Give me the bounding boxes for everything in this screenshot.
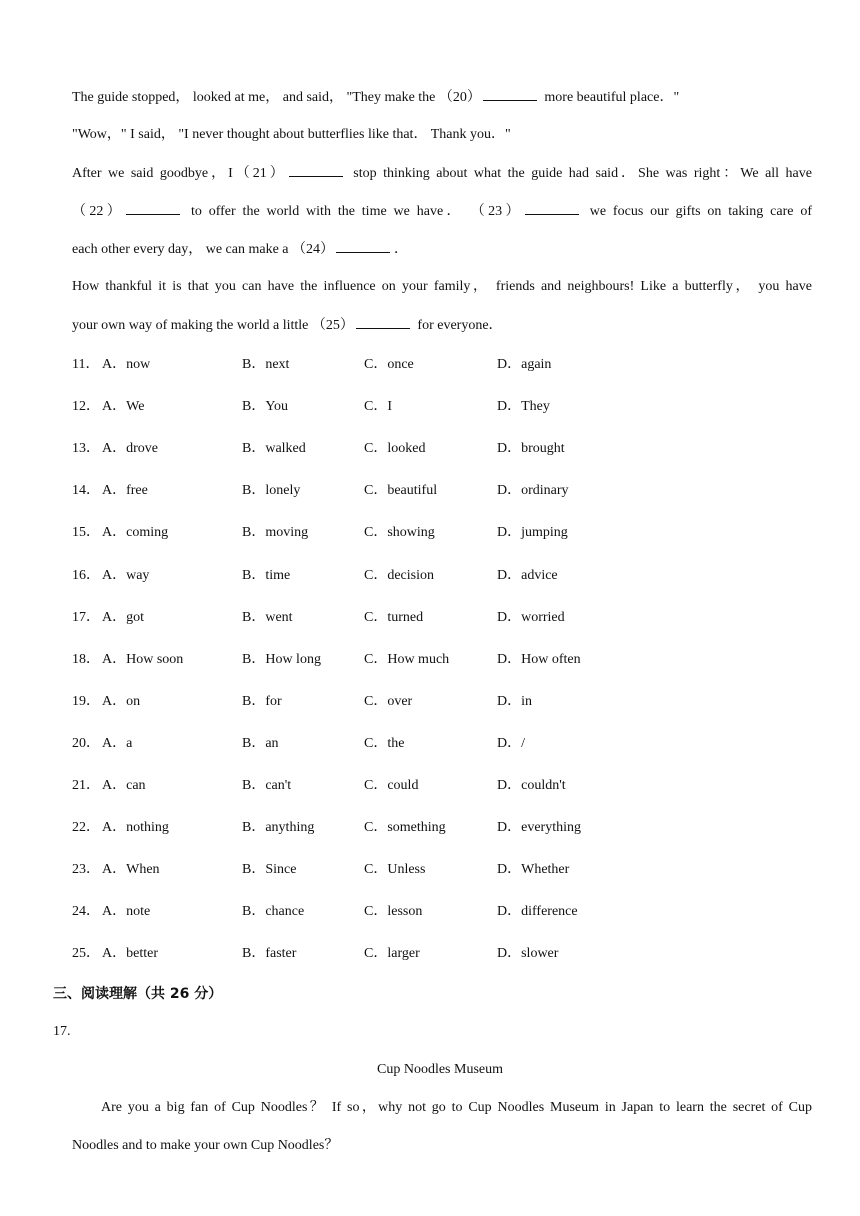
option-a: A．We bbox=[102, 399, 145, 415]
option-d: D．worried bbox=[497, 609, 565, 625]
option-d: D．ordinary bbox=[497, 483, 569, 499]
question-row bbox=[72, 398, 672, 416]
option-a: A．better bbox=[102, 946, 158, 962]
blank-22 bbox=[126, 202, 180, 215]
option-d: D．difference bbox=[497, 904, 578, 920]
option-c: C．something bbox=[364, 820, 446, 836]
option-c: C．decision bbox=[364, 567, 434, 583]
option-b: B．anything bbox=[242, 820, 315, 836]
option-d: D．advice bbox=[497, 567, 558, 583]
option-a: A．a bbox=[102, 735, 133, 751]
passage-line-6: How thankful it is that you can have the influence on your family， friends and neighbours! Like a butterfly， you have bbox=[72, 279, 812, 294]
article-title: Cup Noodles Museum bbox=[377, 1062, 503, 1077]
option-c: C．lesson bbox=[364, 904, 423, 920]
option-c: C．could bbox=[364, 778, 419, 793]
blank-21 bbox=[289, 164, 343, 177]
blank-23 bbox=[525, 202, 579, 215]
option-b: B．You bbox=[242, 399, 289, 415]
option-d: D．couldn't bbox=[497, 778, 566, 793]
option-a: A．note bbox=[102, 904, 151, 920]
question-row bbox=[72, 735, 672, 753]
question-number: 12． bbox=[72, 399, 100, 415]
passage-line-5: each other every day， we can make a （24） ． bbox=[72, 242, 408, 257]
question-row bbox=[72, 903, 672, 921]
question-row bbox=[72, 777, 672, 795]
question-number: 15． bbox=[72, 525, 100, 541]
option-b: B．Since bbox=[242, 862, 297, 878]
question-number: 25． bbox=[72, 946, 100, 962]
passage-line-1: The guide stopped， looked at me， and said， "They make the （20） more beautiful place．" bbox=[72, 90, 680, 105]
option-a: A．nothing bbox=[102, 820, 169, 836]
option-d: D．brought bbox=[497, 441, 565, 457]
option-b: B．chance bbox=[242, 904, 305, 920]
option-c: C．turned bbox=[364, 609, 424, 625]
option-d: D．in bbox=[497, 693, 532, 709]
option-c: C．Unless bbox=[364, 862, 426, 878]
option-c: C．How much bbox=[364, 651, 450, 667]
question-row bbox=[72, 693, 672, 711]
section-title: 三、阅读理解（共 26 分） bbox=[53, 986, 223, 1002]
question-number: 17． bbox=[72, 609, 100, 625]
option-a: A．When bbox=[102, 862, 160, 878]
article-paragraph-line-2: Noodles and to make your own Cup Noodles？ bbox=[72, 1138, 339, 1153]
option-a: A．way bbox=[102, 567, 150, 583]
option-b: B．faster bbox=[242, 946, 297, 962]
question-number: 18． bbox=[72, 651, 100, 667]
question-number: 24． bbox=[72, 904, 100, 920]
question-number: 13． bbox=[72, 441, 100, 457]
question-row bbox=[72, 945, 672, 963]
option-c: C．larger bbox=[364, 946, 420, 962]
option-d: D．How often bbox=[497, 651, 581, 667]
question-number: 23． bbox=[72, 862, 100, 878]
option-b: B．lonely bbox=[242, 483, 301, 499]
question-row bbox=[72, 524, 672, 542]
option-b: B．walked bbox=[242, 441, 306, 457]
question-row bbox=[72, 651, 672, 669]
article-paragraph-line-1: Are you a big fan of Cup Noodles？ If so，why not go to Cup Noodles Museum in Japan to learn the secret of Cup bbox=[101, 1100, 812, 1115]
passage-line-4: （22） to offer the world with the time we have． （23） we focus our gifts on taking care of bbox=[72, 204, 812, 219]
option-a: A．coming bbox=[102, 525, 169, 541]
option-b: B．time bbox=[242, 567, 291, 583]
option-c: C．over bbox=[364, 693, 413, 709]
option-a: A．can bbox=[102, 778, 146, 793]
blank-25 bbox=[356, 316, 410, 329]
option-c: C．once bbox=[364, 357, 414, 372]
option-a: A．drove bbox=[102, 441, 158, 457]
option-c: C．showing bbox=[364, 525, 435, 541]
option-c: C．beautiful bbox=[364, 483, 438, 499]
question-row bbox=[72, 819, 672, 837]
question-row bbox=[72, 861, 672, 879]
option-d: D．They bbox=[497, 399, 550, 415]
question-number: 21． bbox=[72, 778, 100, 793]
passage-line-3: After we said goodbye，I（21） stop thinking about what the guide had said．She was right：We all have bbox=[72, 166, 812, 181]
option-a: A．free bbox=[102, 483, 148, 499]
question-number: 14． bbox=[72, 483, 100, 499]
option-d: D．jumping bbox=[497, 525, 568, 541]
blank-20 bbox=[483, 88, 537, 101]
question-number: 20． bbox=[72, 735, 100, 751]
option-b: B．an bbox=[242, 735, 279, 751]
option-d: D．everything bbox=[497, 820, 581, 836]
option-b: B．How long bbox=[242, 651, 321, 667]
passage-line-7: your own way of making the world a little （25） for everyone． bbox=[72, 318, 503, 333]
option-c: C．the bbox=[364, 735, 405, 751]
question-number: 22． bbox=[72, 820, 100, 836]
question-row bbox=[72, 609, 672, 627]
option-d: D．/ bbox=[497, 735, 525, 751]
option-d: D．again bbox=[497, 357, 552, 372]
question-number: 16． bbox=[72, 567, 100, 583]
option-c: C．looked bbox=[364, 441, 426, 457]
option-b: B．went bbox=[242, 609, 293, 625]
option-a: A．got bbox=[102, 609, 144, 625]
option-d: D．slower bbox=[497, 946, 559, 962]
option-a: A．How soon bbox=[102, 651, 184, 667]
option-b: B．for bbox=[242, 693, 282, 709]
question-number: 17. bbox=[53, 1024, 71, 1039]
option-a: A．on bbox=[102, 693, 141, 709]
question-number: 19． bbox=[72, 693, 100, 709]
blank-24 bbox=[336, 240, 390, 253]
passage-line-2: "Wow，" I said， "I never thought about butterflies like that． Thank you．" bbox=[72, 127, 511, 142]
option-c: C．I bbox=[364, 399, 392, 415]
question-row bbox=[72, 440, 672, 458]
option-b: B．can't bbox=[242, 778, 292, 793]
question-number: 11． bbox=[72, 357, 100, 372]
option-d: D．Whether bbox=[497, 862, 570, 878]
option-b: B．moving bbox=[242, 525, 309, 541]
option-b: B．next bbox=[242, 357, 290, 372]
question-row bbox=[72, 356, 672, 374]
question-row bbox=[72, 567, 672, 585]
option-a: A．now bbox=[102, 357, 151, 372]
question-row bbox=[72, 482, 672, 500]
